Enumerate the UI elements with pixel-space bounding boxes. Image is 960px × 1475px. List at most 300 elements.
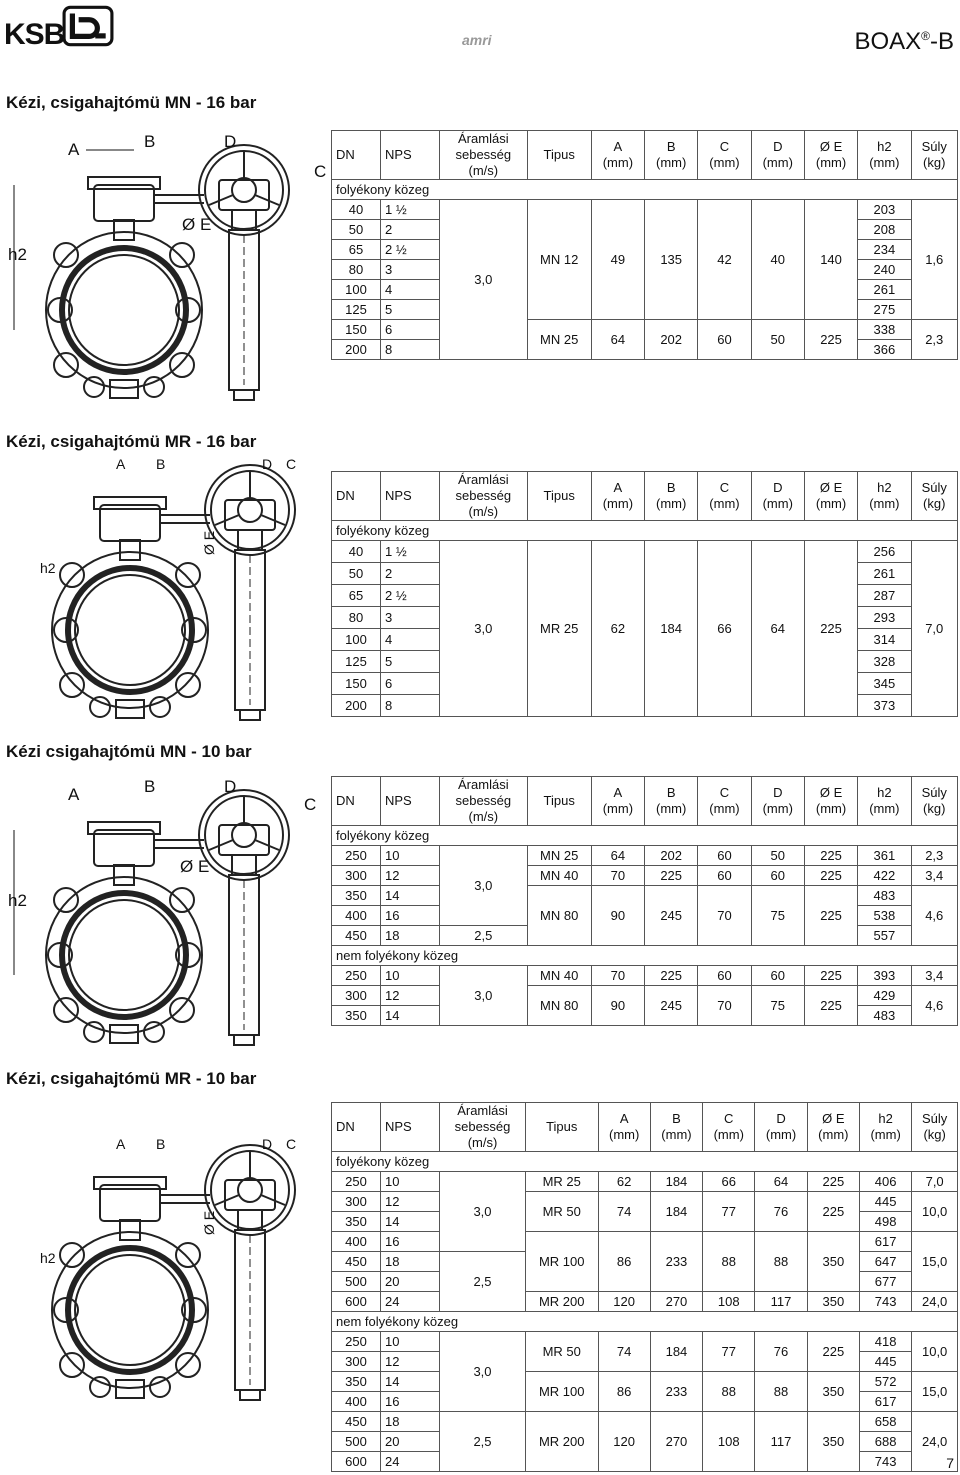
table-cell: MR 25 [525, 1172, 598, 1192]
table-cell: 445 [859, 1352, 911, 1372]
table-cell: 3,0 [440, 200, 528, 360]
text: Ø E [819, 139, 843, 154]
table-cell: 14 [381, 1212, 440, 1232]
table-row [332, 966, 958, 986]
table-row [332, 1412, 958, 1432]
svg-text:C: C [314, 162, 327, 181]
table-cell: 60 [698, 866, 751, 886]
section-title-mn16: Kézi, csigahajtómü MN - 16 bar [6, 93, 257, 112]
col-nps: NPS [381, 131, 440, 180]
col-b [645, 472, 698, 521]
col-c [698, 777, 751, 826]
text: A [613, 785, 623, 800]
table-cell: 16 [381, 906, 440, 926]
table-cell: 538 [858, 906, 911, 926]
table-cell: 203 [858, 200, 911, 220]
table-cell: 10 [381, 846, 440, 866]
col-h2 [858, 472, 911, 521]
col-d [751, 131, 804, 180]
text: (mm) [709, 801, 740, 816]
table-cell: 86 [598, 1232, 650, 1292]
table-cell: 15,0 [912, 1232, 958, 1292]
table-cell: 250 [332, 846, 381, 866]
text: Áramlási [457, 1103, 508, 1118]
table-cell: 250 [332, 1172, 381, 1192]
table-cell: 16 [381, 1392, 440, 1412]
table-cell: 10 [381, 966, 440, 986]
text: Ø E [819, 480, 843, 495]
table-cell: 328 [858, 651, 911, 673]
text: sebesség [455, 793, 512, 808]
table-cell: 483 [858, 886, 911, 906]
table-cell: 200 [332, 340, 381, 360]
text: (m/s) [468, 504, 499, 519]
table-row [332, 541, 958, 563]
table-cell: 688 [859, 1432, 911, 1452]
svg-text:A: A [68, 140, 80, 159]
table-cell: 8 [381, 695, 440, 717]
table-cell: 1 ½ [381, 541, 440, 563]
col-tipus: Tipus [527, 472, 591, 521]
section-title-mn10: Kézi csigahajtómü MN - 10 bar [6, 742, 252, 761]
table-cell: MN 80 [527, 986, 591, 1026]
table-cell: MR 50 [525, 1192, 598, 1232]
ksb-logo-mark [62, 4, 114, 48]
table-cell: 3,0 [440, 541, 528, 717]
table-row [332, 777, 958, 826]
table-row [332, 866, 958, 886]
table-row [332, 521, 958, 541]
text: Súly [921, 139, 947, 154]
table-cell: 70 [698, 886, 751, 946]
table-cell: 88 [755, 1372, 807, 1412]
table-cell: 64 [591, 320, 644, 360]
text: Súly [921, 1111, 948, 1126]
table-cell: 60 [698, 846, 751, 866]
table-cell: 3,4 [911, 966, 958, 986]
col-flow [440, 472, 528, 521]
table-cell: 100 [332, 629, 381, 651]
svg-text:h2: h2 [40, 560, 56, 576]
table-cell: 338 [858, 320, 911, 340]
table-cell: 70 [698, 986, 751, 1026]
table-cell: 3,0 [440, 966, 528, 1026]
text: h2 [877, 139, 892, 154]
text: (mm) [818, 1127, 849, 1142]
table-cell: MN 25 [527, 846, 591, 866]
data-table-mn16 [331, 130, 958, 360]
text: B [666, 785, 676, 800]
table-cell: 140 [804, 200, 857, 320]
table-cell: 14 [381, 1372, 440, 1392]
col-e [807, 1103, 859, 1152]
table-cell: 350 [332, 1006, 381, 1026]
text: h2 [877, 480, 892, 495]
table-cell: 256 [858, 541, 911, 563]
table-cell: 50 [332, 563, 381, 585]
product-name: BOAX®-B [854, 28, 954, 55]
table-cell: 10 [381, 1172, 440, 1192]
svg-text:A: A [68, 785, 80, 804]
col-e [804, 472, 857, 521]
table-cell: 2 ½ [381, 585, 440, 607]
table-cell: 225 [645, 966, 698, 986]
table-cell: 366 [858, 340, 911, 360]
text: h2 [877, 785, 892, 800]
table-cell: 3,0 [440, 1332, 526, 1412]
table-cell: 373 [858, 695, 911, 717]
svg-text:C: C [286, 1136, 297, 1152]
col-c [703, 1103, 755, 1152]
table-cell: 120 [598, 1292, 650, 1312]
table-cell: 600 [332, 1292, 381, 1312]
text: (m/s) [468, 809, 499, 824]
table-cell: 208 [858, 220, 911, 240]
text: (m/s) [467, 1135, 498, 1150]
page-header [0, 0, 960, 60]
table-row [332, 180, 958, 200]
table-cell: 88 [755, 1232, 807, 1292]
table-cell: 108 [703, 1412, 755, 1472]
table-cell: 293 [858, 607, 911, 629]
text: A [613, 139, 623, 154]
text: (mm) [762, 801, 793, 816]
table-cell: MN 80 [527, 886, 591, 946]
table-cell: 240 [858, 260, 911, 280]
svg-text:B: B [156, 1136, 166, 1152]
col-dn: DN [332, 777, 381, 826]
text: Ø E [819, 785, 843, 800]
table-cell: 76 [755, 1332, 807, 1372]
col-a [598, 1103, 650, 1152]
section-title-mr16: Kézi, csigahajtómü MR - 16 bar [6, 432, 257, 451]
page-number: 7 [946, 1455, 954, 1471]
table-cell: 50 [332, 220, 381, 240]
table-cell: 300 [332, 1192, 381, 1212]
table-cell: 24 [381, 1452, 440, 1472]
table-cell: 498 [859, 1212, 911, 1232]
table-cell: 108 [703, 1292, 755, 1312]
text: (mm) [762, 155, 793, 170]
col-nps: NPS [381, 472, 440, 521]
col-e [804, 131, 857, 180]
col-flow [440, 1103, 526, 1152]
col-tipus: Tipus [525, 1103, 598, 1152]
text: (kg) [923, 801, 946, 816]
svg-text:D: D [224, 132, 237, 151]
table-cell: 60 [751, 866, 804, 886]
text: B [672, 1111, 681, 1126]
text: D [773, 139, 783, 154]
table-cell: 20 [381, 1272, 440, 1292]
table-cell: 400 [332, 1392, 381, 1412]
group-label: nem folyékony közeg [332, 1312, 958, 1332]
table-row [332, 1292, 958, 1312]
col-nps: NPS [381, 777, 440, 826]
table-cell: 3 [381, 607, 440, 629]
table-cell: 1 ½ [381, 200, 440, 220]
col-c [698, 131, 751, 180]
table-row [332, 1192, 958, 1212]
table-cell: 16 [381, 1232, 440, 1252]
table-cell: 10 [381, 1332, 440, 1352]
ksb-logo: KSB [4, 18, 65, 51]
table-cell: 350 [807, 1412, 859, 1472]
table-cell: 12 [381, 866, 440, 886]
col-flow [440, 131, 528, 180]
col-d [755, 1103, 807, 1152]
table-cell: 225 [804, 886, 857, 946]
table-cell: 270 [650, 1412, 702, 1472]
table-cell: 14 [381, 1006, 440, 1026]
text: Súly [921, 785, 947, 800]
text: Ø E [822, 1111, 845, 1126]
svg-text:C: C [286, 456, 297, 472]
table-cell: 66 [698, 541, 751, 717]
table-cell: MR 25 [527, 541, 591, 717]
svg-text:C: C [304, 795, 317, 814]
data-table-mn10 [331, 776, 958, 1026]
text: (mm) [815, 155, 847, 170]
table-cell: 225 [804, 320, 857, 360]
table-cell: 361 [858, 846, 911, 866]
col-d [751, 472, 804, 521]
col-suly [911, 131, 958, 180]
table-cell: 572 [859, 1372, 911, 1392]
table-cell: 70 [591, 966, 644, 986]
col-tipus: Tipus [527, 131, 591, 180]
table-cell: 233 [650, 1232, 702, 1292]
table-cell: 287 [858, 585, 911, 607]
svg-text:Ø E: Ø E [201, 1210, 217, 1235]
table-cell: 135 [645, 200, 698, 320]
text: (mm) [608, 1127, 640, 1142]
table-cell: 270 [650, 1292, 702, 1312]
table-cell: 74 [598, 1332, 650, 1372]
amri-logo: amri [462, 32, 492, 48]
col-e [804, 777, 857, 826]
table-cell: 24,0 [912, 1412, 958, 1472]
text: (mm) [656, 496, 687, 511]
table-cell: 120 [598, 1412, 650, 1472]
table-cell: 3,0 [440, 846, 528, 926]
svg-text:h2: h2 [8, 891, 27, 910]
table-cell: 4 [381, 629, 440, 651]
valve-drawing-mr16 [30, 455, 330, 730]
table-cell: 62 [598, 1172, 650, 1192]
table-cell: 225 [804, 846, 857, 866]
table-cell: MN 40 [527, 866, 591, 886]
table-cell: 422 [858, 866, 911, 886]
table-cell: MN 40 [527, 966, 591, 986]
col-d [751, 777, 804, 826]
table-row [332, 1312, 958, 1332]
table-row [332, 1232, 958, 1252]
table-cell: 225 [804, 541, 857, 717]
table-cell: 18 [381, 926, 440, 946]
table-cell: 429 [858, 986, 911, 1006]
table-cell: 4,6 [911, 886, 958, 946]
table-cell: 677 [859, 1272, 911, 1292]
table-cell: 393 [858, 966, 911, 986]
table-cell: 74 [598, 1192, 650, 1232]
col-b [650, 1103, 702, 1152]
table-cell: 450 [332, 926, 381, 946]
table-row [332, 846, 958, 866]
svg-text:A: A [116, 1136, 126, 1152]
table-cell: MR 200 [525, 1292, 598, 1312]
table-cell: 88 [703, 1232, 755, 1292]
table-cell: 184 [645, 541, 698, 717]
table-cell: 600 [332, 1452, 381, 1472]
svg-text:D: D [224, 777, 237, 796]
text: D [773, 785, 783, 800]
table-cell: MR 100 [525, 1232, 598, 1292]
table-cell: 150 [332, 673, 381, 695]
group-label: folyékony közeg [332, 826, 958, 846]
section-title-mr10: Kézi, csigahajtómü MR - 10 bar [6, 1069, 257, 1088]
valve-drawing-mn16 [4, 125, 327, 415]
text: Áramlási [458, 472, 509, 487]
table-cell: 225 [807, 1332, 859, 1372]
table-cell: 314 [858, 629, 911, 651]
table-cell: 7,0 [912, 1172, 958, 1192]
text: (mm) [870, 1127, 901, 1142]
svg-text:D: D [262, 1136, 273, 1152]
table-cell: 77 [703, 1192, 755, 1232]
table-cell: 225 [807, 1172, 859, 1192]
table-cell: MR 100 [525, 1372, 598, 1412]
text: BOAX [854, 28, 922, 55]
table-cell: 4,6 [911, 986, 958, 1026]
table-cell: 400 [332, 906, 381, 926]
table-cell: 418 [859, 1332, 911, 1352]
table-row [332, 131, 958, 180]
text: (mm) [656, 155, 687, 170]
table-cell: 345 [858, 673, 911, 695]
table-cell: 200 [332, 695, 381, 717]
table-cell: 76 [755, 1192, 807, 1232]
text: (mm) [602, 155, 634, 170]
table-cell: 18 [381, 1412, 440, 1432]
table-row [332, 886, 958, 906]
text: (kg) [923, 496, 946, 511]
table-cell: 3,0 [440, 1172, 526, 1252]
table-cell: 3 [381, 260, 440, 280]
table-cell: 225 [804, 966, 857, 986]
svg-text:B: B [144, 132, 156, 151]
text: (mm) [869, 496, 900, 511]
text: (mm) [869, 801, 900, 816]
table-cell: 2 [381, 563, 440, 585]
table-cell: 62 [591, 541, 644, 717]
table-cell: 202 [645, 320, 698, 360]
table-cell: 743 [859, 1292, 911, 1312]
table-cell: 64 [591, 846, 644, 866]
table-cell: 75 [751, 886, 804, 946]
table-cell: 40 [332, 200, 381, 220]
svg-text:h2: h2 [40, 1250, 56, 1266]
table-cell: 80 [332, 607, 381, 629]
col-dn: DN [332, 472, 381, 521]
table-cell: MN 12 [527, 200, 591, 320]
table-cell: 49 [591, 200, 644, 320]
text: D [776, 1111, 786, 1126]
table-cell: 20 [381, 1432, 440, 1452]
text: A [619, 1111, 629, 1126]
table-cell: 3,4 [911, 866, 958, 886]
table-cell: 250 [332, 966, 381, 986]
table-cell: 8 [381, 340, 440, 360]
text: (mm) [656, 801, 687, 816]
text: D [773, 480, 783, 495]
col-h2 [858, 131, 911, 180]
col-h2 [859, 1103, 911, 1152]
valve-drawing-mn10 [4, 770, 324, 1060]
svg-text:Ø E: Ø E [201, 530, 217, 555]
text: (kg) [923, 155, 946, 170]
text: sebesség [455, 147, 512, 162]
group-label: folyékony közeg [332, 180, 958, 200]
text: C [719, 480, 730, 495]
table-cell: 100 [332, 280, 381, 300]
text: B [666, 480, 676, 495]
table-row [332, 472, 958, 521]
col-suly [911, 777, 958, 826]
text: (m/s) [468, 163, 499, 178]
table-cell: 65 [332, 240, 381, 260]
table-cell: 245 [645, 986, 698, 1026]
table-cell: 234 [858, 240, 911, 260]
text: sebesség [454, 1119, 511, 1134]
table-cell: 483 [858, 1006, 911, 1026]
table-cell: 245 [645, 886, 698, 946]
col-c [698, 472, 751, 521]
table-cell: 60 [698, 966, 751, 986]
col-suly [912, 1103, 958, 1152]
col-a [591, 472, 644, 521]
table-cell: 406 [859, 1172, 911, 1192]
table-cell: 617 [859, 1392, 911, 1412]
table-cell: 4 [381, 280, 440, 300]
text: (mm) [815, 496, 847, 511]
table-cell: 70 [591, 866, 644, 886]
table-cell: 350 [807, 1292, 859, 1312]
table-cell: 50 [751, 846, 804, 866]
table-cell: 10,0 [912, 1192, 958, 1232]
svg-text:A: A [116, 456, 126, 472]
table-cell: 2,5 [440, 1252, 526, 1312]
table-cell: 2,3 [911, 320, 958, 360]
text: (mm) [869, 155, 900, 170]
col-h2 [858, 777, 911, 826]
table-cell: 300 [332, 986, 381, 1006]
data-table-mr10 [331, 1102, 958, 1472]
table-cell: 90 [591, 986, 644, 1026]
table-cell: 12 [381, 1192, 440, 1212]
text: h2 [878, 1111, 893, 1126]
valve-drawing-mr10 [30, 1135, 330, 1410]
text: (mm) [709, 496, 740, 511]
text: B [666, 139, 676, 154]
table-cell: 445 [859, 1192, 911, 1212]
table-cell: 66 [703, 1172, 755, 1192]
col-a [591, 131, 644, 180]
text: (mm) [765, 1127, 797, 1142]
table-cell: 117 [755, 1292, 807, 1312]
table-cell: 350 [332, 886, 381, 906]
svg-text:Ø E: Ø E [180, 857, 210, 876]
